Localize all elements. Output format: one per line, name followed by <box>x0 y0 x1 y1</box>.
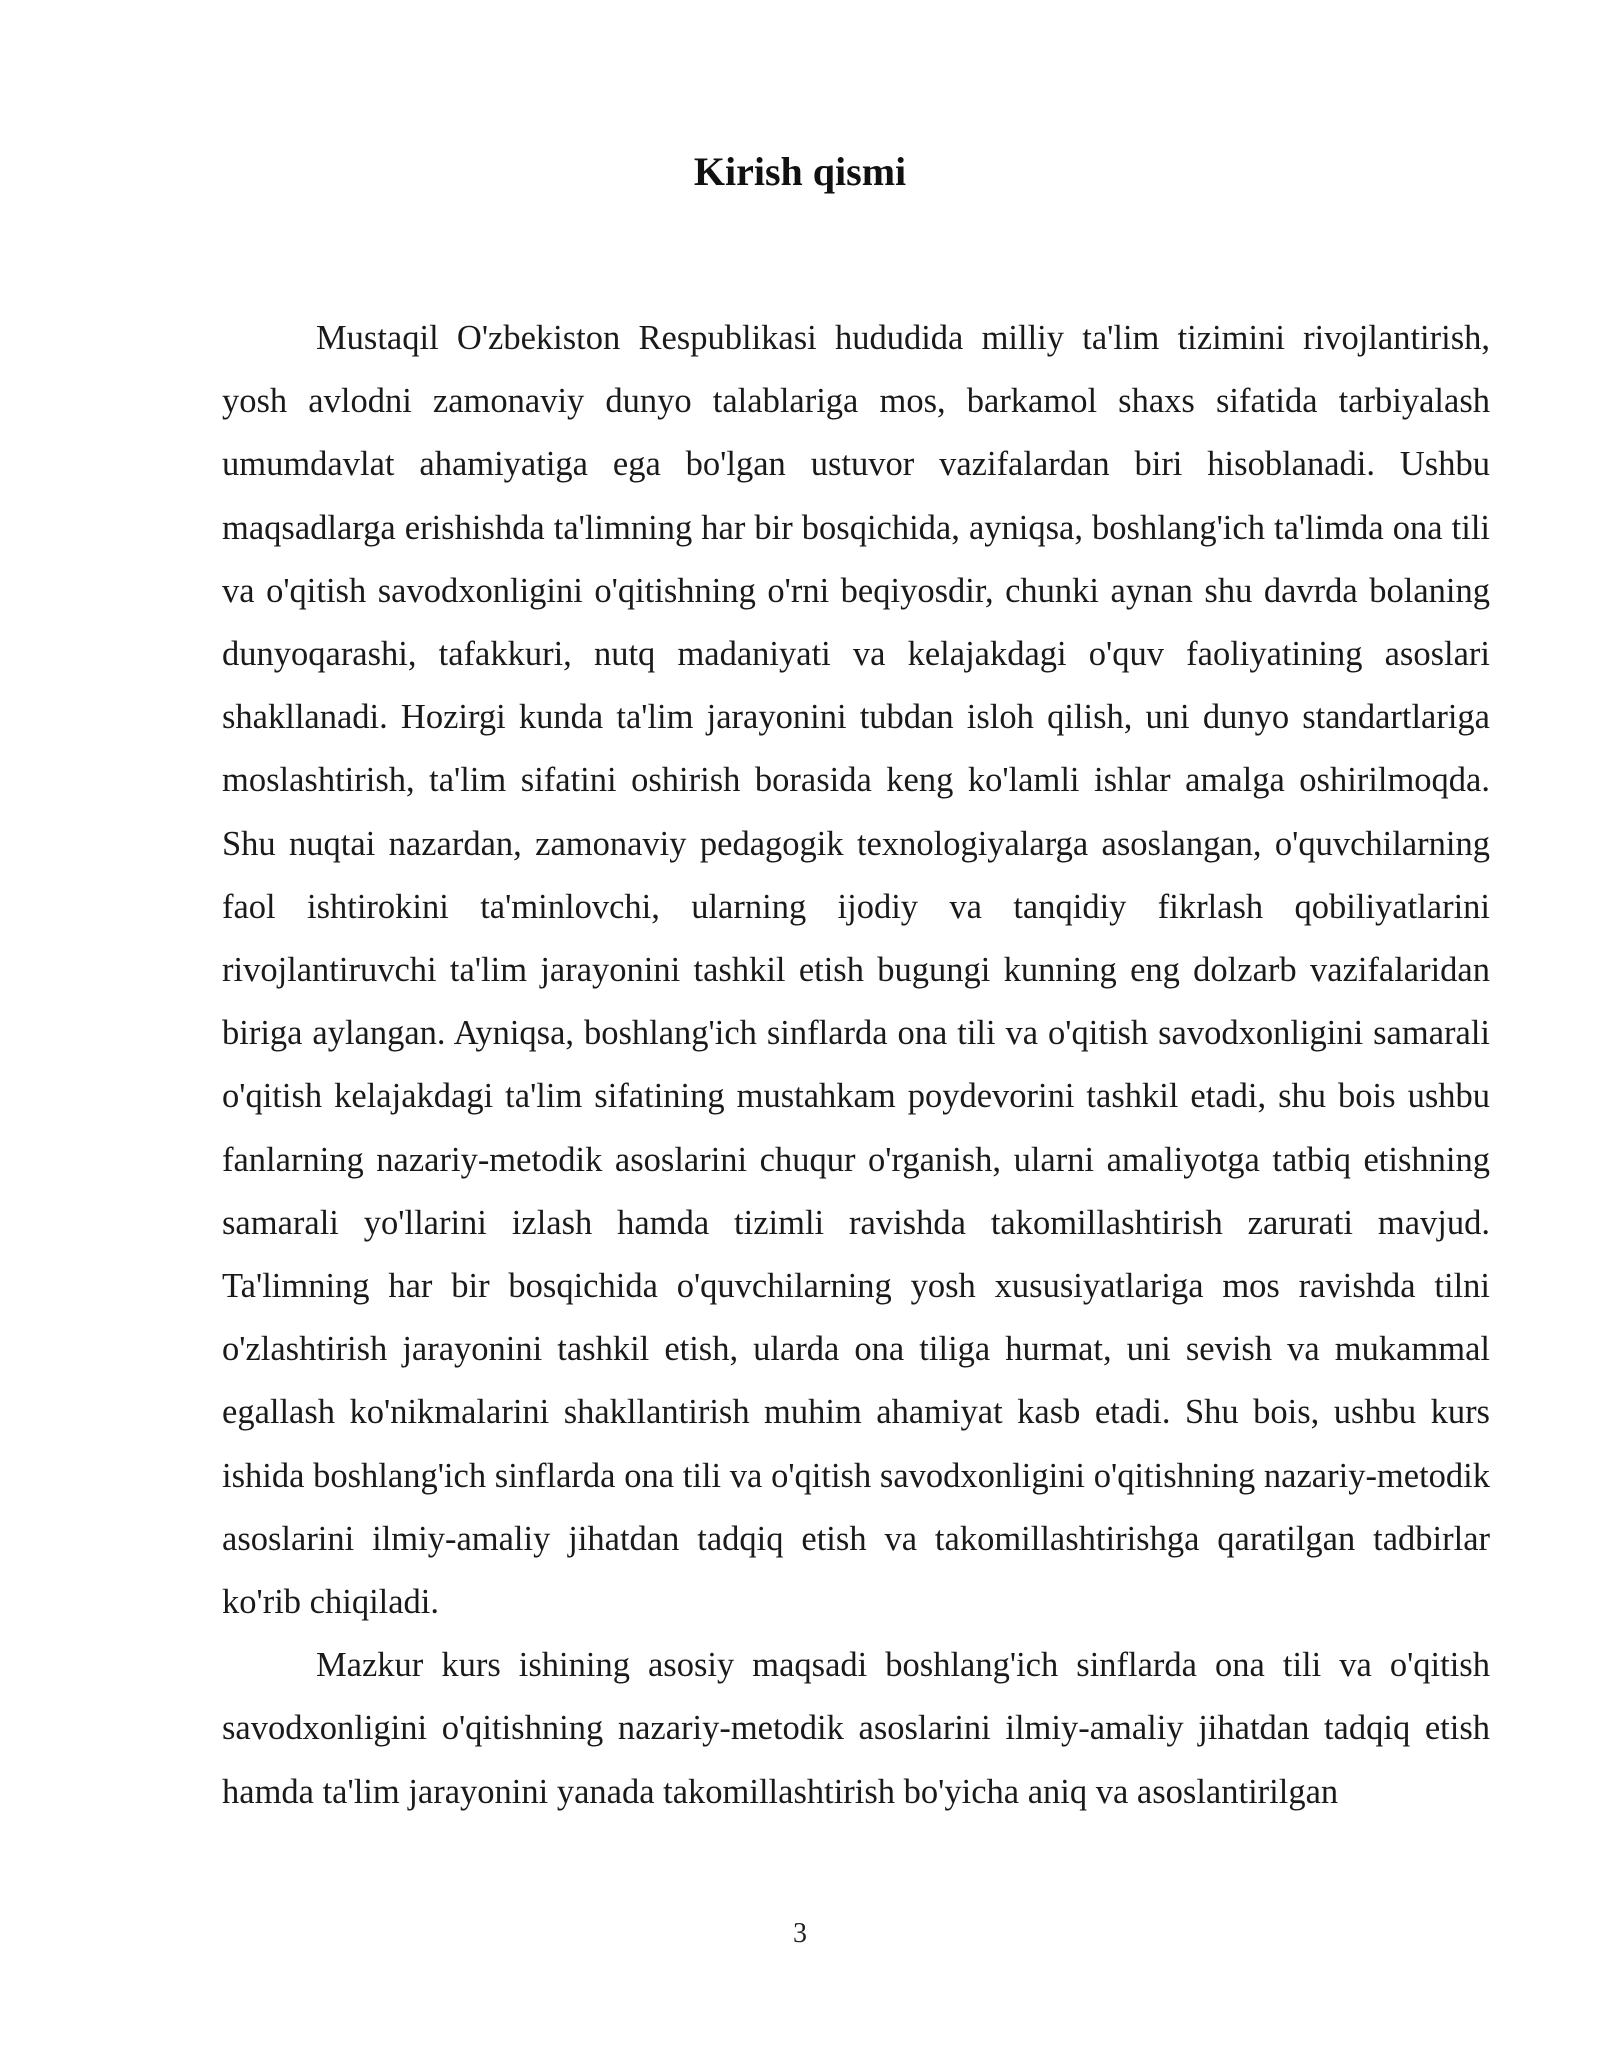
document-body <box>222 307 1490 1824</box>
paragraph-1: Mustaqil O'zbekiston Respublikasi hududida milliy ta'lim tizimini rivojlantirish, yosh avlodni zamonaviy dunyo talablariga mos, barkamol shaxs sifatida tarbiyalash umumdavlat ahamiyatiga ega bo'lgan ustuvor vazifalardan biri hisoblanadi. Ushbu maqsadlarga erishishda ta'limning har bir bosqichida, ayniqsa, boshlang'ich ta'limda ona tili va o'qitish savodxonligini o'qitishning o'rni beqiyosdir, chunki aynan shu davrda bolaning dunyoqarashi, tafakkuri, nutq madaniyati va kelajakdagi o'quv faoliyatining asoslari shakllanadi. Hozirgi kunda ta'lim jarayonini tubdan isloh qilish, uni dunyo standartlariga moslashtirish, ta'lim sifatini oshirish borasida keng ko'lamli ishlar amalga oshirilmoqda. Shu nuqtai nazardan, zamonaviy pedagogik texnologiyalarga asoslangan, o'quvchilarning faol ishtirokini ta'minlovchi, ularning ijodiy va tanqidiy fikrlash qobiliyatlarini rivojlantiruvchi ta'lim jarayonini tashkil etish bugungi kunning eng dolzarb vazifalaridan biriga aylangan. Ayniqsa, boshlang'ich sinflarda ona tili va o'qitish savodxonligini samarali o'qitish kelajakdagi ta'lim sifatining mustahkam poydevorini tashkil etadi, shu bois ushbu fanlarning nazariy-metodik asoslarini chuqur o'rganish, ularni amaliyotga tatbiq etishning samarali yo'llarini izlash hamda tizimli ravishda takomillashtirish zarurati mavjud. Ta'limning har bir bosqichida o'quvchilarning yosh xususiyatlariga mos ravishda tilni o'zlashtirish jarayonini tashkil etish, ularda ona tiliga hurmat, uni sevish va mukammal egallash ko'nikmalarini shakllantirish muhim ahamiyat kasb etadi. Shu bois, ushbu kurs ishida boshlang'ich sinflarda ona tili va o'qitish savodxonligini o'qitishning nazariy-metodik asoslarini ilmiy-amaliy jihatdan tadqiq etish va takomillashtirishga qaratilgan tadbirlar ko'rib chiqiladi. <box>222 319 1490 1622</box>
paragraph-2: Mazkur kurs ishining asosiy maqsadi boshlang'ich sinflarda ona tili va o'qitish savodxonligini o'qitishning nazariy-metodik asoslarini ilmiy-amaliy jihatdan tadqiq etish hamda ta'lim jarayonini yanada takomillashtirish bo'yicha aniq va asoslantirilgan <box>222 1646 1490 1811</box>
page-title: Kirish qismi <box>693 149 907 194</box>
page-number: 3 <box>793 1918 807 1949</box>
